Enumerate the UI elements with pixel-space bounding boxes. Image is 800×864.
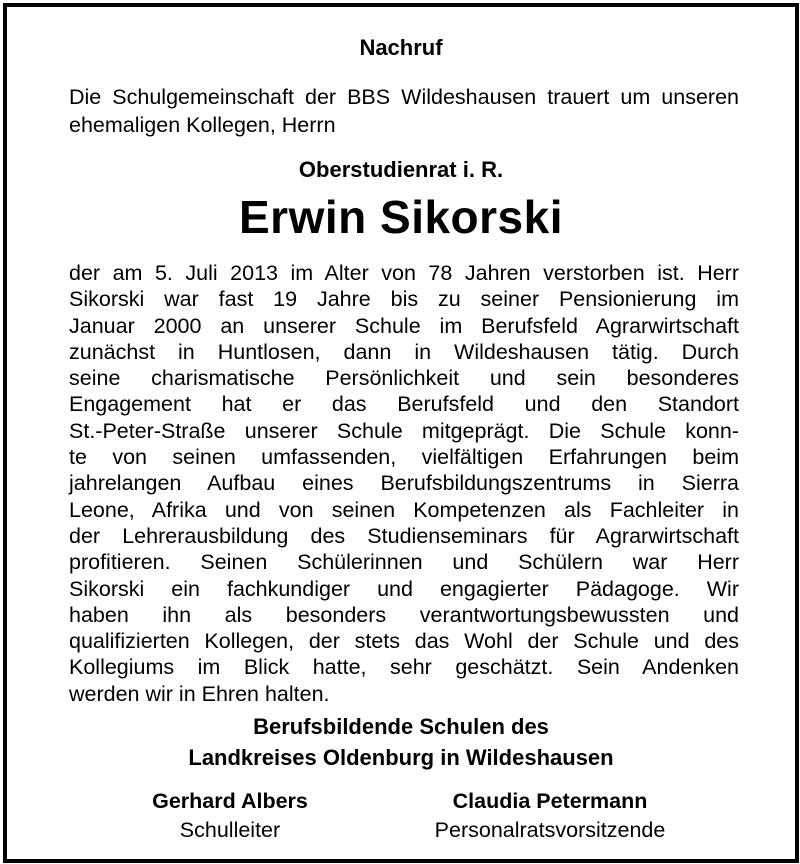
signatory-principal — [115, 787, 345, 845]
body-line: der Lehrerausbildung des Studienseminars für Agrarwirtschaft — [69, 523, 739, 548]
body-line: Engagement hat er das Berufsfeld und den Standort — [69, 392, 739, 417]
body-line: Kollegiums im Blick hatte, sehr geschätzt. Sein Andenken — [69, 655, 739, 680]
body-line: jahrelangen Aufbau eines Berufsbildungszentrums in Sierra — [69, 471, 739, 496]
body-line: St.-Peter-Straße unserer Schule mitgeprägt. Die Schule konn- — [69, 418, 739, 443]
body-line: haben ihn als besonders verantwortungsbewussten und — [69, 602, 739, 627]
deceased-name: Erwin Sikorski — [238, 191, 563, 243]
body-line: Sikorski war fast 19 Jahre bis zu seiner Pensionierung im — [69, 287, 739, 312]
signatory-role: Personalratsvorsitzende — [434, 818, 666, 842]
body-line: werden wir in Ehren halten. — [69, 681, 330, 706]
intro-text: Die Schulgemeinschaft der BBS Wildeshausen trauert um unseren ehemaligen Kollegen, Herrn — [69, 85, 739, 137]
signatory-name: Gerhard Albers — [152, 789, 308, 813]
signatory-staff-council — [405, 787, 695, 845]
body-line: te von seinen umfassenden, vielfältigen Erfahrungen beim — [69, 445, 739, 470]
deceased-rank: Oberstudienrat i. R. — [298, 157, 504, 182]
organization-line: Landkreises Oldenburg in Wildeshausen — [188, 745, 614, 770]
body-line: seine charismatische Persönlichkeit und sein besonderes — [69, 366, 739, 391]
notice-heading: Nachruf — [359, 35, 443, 60]
body-line: Sikorski ein fachkundiger und engagierter Pädagoge. Wir — [69, 576, 739, 601]
organization-line: Berufsbildende Schulen des — [253, 714, 549, 739]
signatory-role: Schulleiter — [179, 818, 281, 842]
obituary-frame — [3, 3, 799, 863]
body-line: zunächst in Huntlosen, dann in Wildeshausen tätig. Durch — [69, 339, 739, 364]
body-line: Leone, Afrika und von seinen Kompetenzen als Fachleiter in — [69, 497, 739, 522]
body-line: der am 5. Juli 2013 im Alter von 78 Jahren verstorben ist. Herr — [69, 261, 739, 285]
obituary-body — [69, 260, 739, 707]
body-line: profitieren. Seinen Schülerinnen und Schülern war Herr — [69, 550, 739, 575]
body-line: Januar 2000 an unserer Schule im Berufsfeld Agrarwirtschaft — [69, 313, 739, 338]
organization-name — [7, 711, 795, 773]
signatory-name: Claudia Petermann — [452, 789, 648, 813]
body-line: qualifizierten Kollegen, der stets das Wohl der Schule und des — [69, 629, 739, 654]
